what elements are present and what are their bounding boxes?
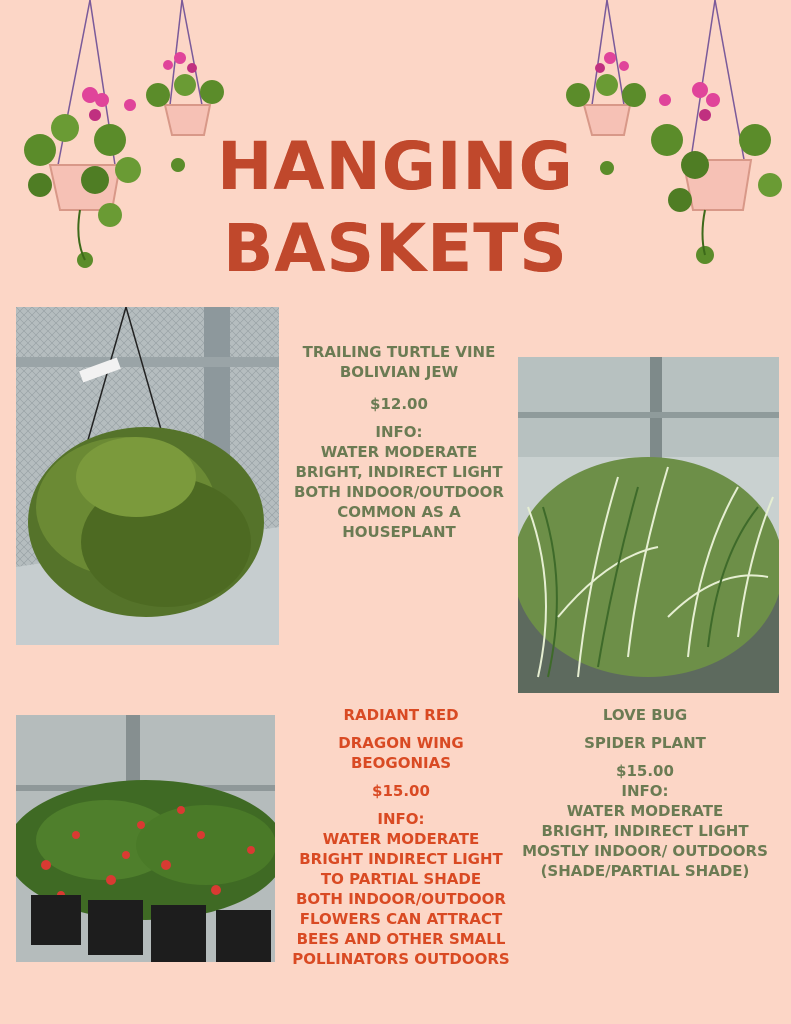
info-line: HOUSEPLANT <box>342 523 456 541</box>
info-line: WATER MODERATE <box>566 802 724 820</box>
product-name: SPIDER PLANT <box>584 734 706 752</box>
info-line: BEES AND OTHER SMALL <box>296 930 506 948</box>
product-name: TRAILING TURTLE VINE <box>302 343 496 361</box>
info-line: (SHADE/PARTIAL SHADE) <box>540 862 750 880</box>
product-name: DRAGON WING <box>338 734 464 752</box>
title-line-1: HANGING <box>217 128 574 205</box>
info-line: WATER MODERATE <box>322 830 480 848</box>
spider-plant-info <box>514 705 776 881</box>
info-line: WATER MODERATE <box>320 443 478 461</box>
info-line: BRIGHT, INDIRECT LIGHT <box>295 463 503 481</box>
turtle-vine-info <box>285 342 513 542</box>
info-line: POLLINATORS OUTDOORS <box>292 950 510 968</box>
info-line: BRIGHT INDIRECT LIGHT <box>299 850 503 868</box>
product-price: $15.00 <box>372 782 430 800</box>
title-line-2: BASKETS <box>223 210 568 287</box>
info-line: TO PARTIAL SHADE <box>320 870 482 888</box>
info-label: INFO: <box>377 810 425 828</box>
info-line: MOSTLY INDOOR/ OUTDOORS <box>522 842 768 860</box>
product-price: $12.00 <box>370 395 428 413</box>
info-line: BOTH INDOOR/OUTDOOR <box>296 890 506 908</box>
info-label: INFO: <box>375 423 423 441</box>
info-label: INFO: <box>621 782 669 800</box>
turtle-vine-photo <box>16 307 279 645</box>
product-name: RADIANT RED <box>343 706 459 724</box>
product-price: $15.00 <box>616 762 674 780</box>
info-line: BOTH INDOOR/OUTDOOR <box>294 483 504 501</box>
begonia-photo <box>16 715 275 962</box>
product-name: BEOGONIAS <box>350 754 452 772</box>
info-line: BRIGHT, INDIRECT LIGHT <box>541 822 749 840</box>
product-name: LOVE BUG <box>602 706 688 724</box>
spider-plant-photo <box>518 357 779 693</box>
product-name: BOLIVIAN JEW <box>339 363 459 381</box>
info-line: COMMON AS A <box>337 503 461 521</box>
info-line: FLOWERS CAN ATTRACT <box>299 910 503 928</box>
begonia-info <box>282 705 520 969</box>
